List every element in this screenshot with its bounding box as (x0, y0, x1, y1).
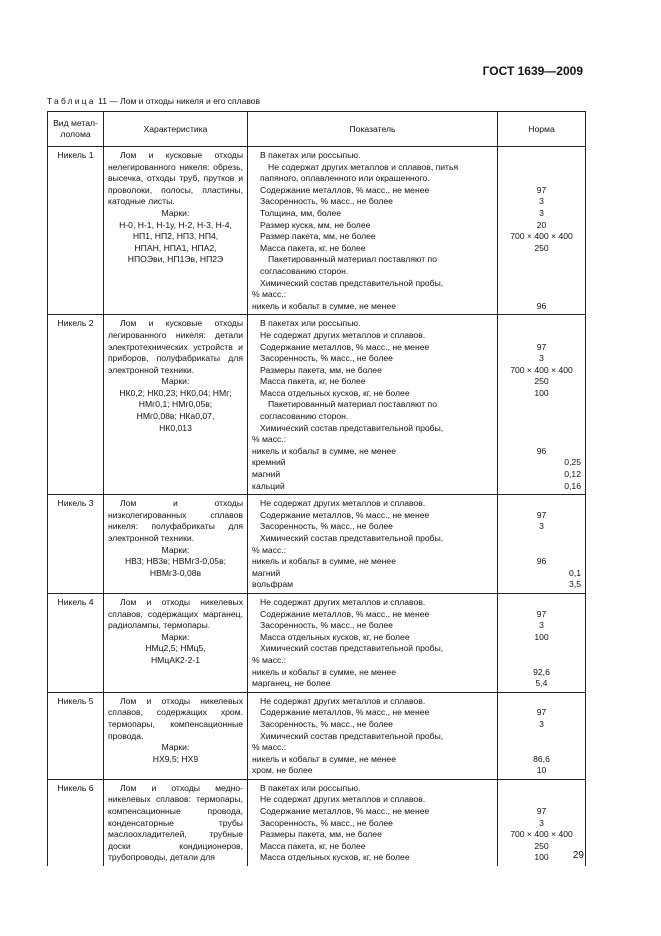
characteristic-cell (104, 315, 248, 495)
norm-value: 700 × 400 × 400 (510, 829, 573, 840)
norm-value: 3 (539, 196, 544, 207)
indicator-cell (248, 495, 498, 594)
grade-list: НП1, НП2, НП3, НП4, (132, 231, 219, 242)
norm-value: 0,1 (569, 567, 581, 578)
indicator-line: Содержание металлов, % масс., не менее (260, 806, 430, 817)
norm-value: 96 (536, 556, 547, 567)
indicator-line: Масса пакета, кг, не более (260, 840, 366, 851)
norm-value: 250 (534, 840, 549, 851)
grade-list: НК0,013 (159, 422, 192, 433)
indicator-line: Засоренность, % масс., не более (260, 817, 393, 828)
norm-value (498, 318, 585, 330)
scrap-kind: Никель 1 (48, 147, 104, 315)
indicator-line: Засоренность, % масс., не более (260, 718, 393, 729)
norm-value (498, 742, 585, 754)
indicator-line: Размеры пакета, мм, не более (260, 364, 382, 375)
indicator-line: Не содержат других металлов и сплавов. (260, 329, 426, 340)
scrap-kind: Никель 2 (48, 315, 104, 495)
table-row (48, 147, 586, 315)
grade-list: НК0,2; НК0,23; НК0,04; НМг; (119, 387, 232, 398)
header-kind: Вид метал-лолома (48, 112, 104, 147)
norm-value: 92,6 (533, 666, 550, 677)
norm-value: 250 (534, 376, 549, 387)
norm-value: 97 (536, 184, 547, 195)
indicator-line: В пакетах или россыпью. (260, 782, 361, 793)
norm-cell (498, 692, 586, 779)
indicator-line: Не содержат других металлов и сплавов. (260, 695, 426, 706)
indicator-line: вольфрам (252, 579, 294, 590)
norm-value (498, 278, 585, 290)
scrap-kind: Никель 5 (48, 692, 104, 779)
norm-value (498, 330, 585, 342)
scrap-kind: Никель 4 (48, 593, 104, 692)
marks-label: Марки: (161, 631, 190, 642)
indicator-line: Масса отдельных кусков, кг, не более (260, 387, 410, 398)
characteristic-text: Лом и отходы никелевых сплавов, содержащих марганец. радиолампы, термопары. (108, 596, 243, 631)
norm-value: 0,16 (564, 480, 581, 491)
grade-list: НВМг3-0,08в (149, 567, 202, 578)
indicator-line: Засоренность, % масс., не более (260, 196, 393, 207)
indicator-cell (248, 692, 498, 779)
norm-value (498, 289, 585, 301)
indicator-line: Содержание металлов, % масс., не менее (260, 341, 430, 352)
indicator-line: % масс.: (252, 742, 287, 753)
indicator-cell (248, 315, 498, 495)
characteristic-text: Лом и отходы медно-никелевых сплавов: термопары, компенсационные провода, конденсаторные трубы маслоохладителей, трубные доски кондиционеров, трубопроводы, детали для (108, 782, 243, 863)
norm-value (498, 434, 585, 446)
norm-cell (498, 593, 586, 692)
indicator-line: % масс.: (252, 289, 287, 300)
norm-value (498, 266, 585, 278)
indicator-line: % масс.: (252, 544, 287, 555)
norm-value: 100 (534, 387, 549, 398)
norm-value (498, 399, 585, 411)
indicator-line: Химический состав представительной пробы, (260, 277, 444, 288)
table-row (48, 692, 586, 779)
norm-value: 20 (536, 219, 547, 230)
norm-value: 250 (534, 242, 549, 253)
marks-label: Марки: (161, 376, 190, 387)
characteristic-cell (104, 692, 248, 779)
indicator-line: никель и кобальт в сумме, не менее (252, 753, 396, 764)
indicator-line: Химический состав представительной пробы, (260, 533, 444, 543)
table-row (48, 495, 586, 594)
norm-value (498, 545, 585, 557)
grade-list: Н-0, Н-1, Н-1у, Н-2, Н-3, Н-4, (119, 219, 232, 230)
indicator-line: Масса пакета, кг, не более (260, 376, 366, 387)
norm-value: 0,12 (564, 469, 581, 480)
characteristic-cell (104, 593, 248, 692)
norm-cell (498, 495, 586, 594)
table-caption (47, 96, 260, 106)
norm-value (498, 696, 585, 708)
table-caption-text: 11 — Лом и отходы никеля и его сплавов (98, 96, 261, 106)
characteristic-cell (104, 779, 248, 866)
grade-list: НМг0,1; НМг0,05в; (138, 399, 213, 410)
norm-value: 3,5 (569, 579, 581, 590)
indicator-line: Засоренность, % масс., не более (260, 620, 393, 631)
norm-value: 3 (539, 718, 544, 729)
scrap-table (47, 111, 586, 866)
norm-value: 97 (536, 806, 547, 817)
standard-number: ГОСТ 1639—2009 (482, 64, 583, 78)
indicator-line: Не содержат других металлов и сплавов. (260, 794, 426, 805)
indicator-line: Содержание металлов, % масс., не менее (260, 707, 430, 718)
indicator-line: кремний (252, 457, 286, 468)
indicator-line: Не содержат других металлов и сплавов. (260, 498, 426, 509)
norm-value (498, 794, 585, 806)
indicator-line: Размер куска, мм, не более (260, 219, 371, 230)
characteristic-text: Лом и кусковые отходы легированного никеля: детали электротехнических устройств и приборов, полуфабрикаты для электронной техники. (108, 318, 243, 375)
indicator-line: марганец, не более (252, 678, 331, 689)
norm-value: 86,6 (533, 753, 550, 764)
indicator-line: В пакетах или россыпью. (260, 150, 361, 160)
characteristic-cell (104, 495, 248, 594)
scrap-kind: Никель 3 (48, 495, 104, 594)
indicator-line: никель и кобальт в сумме, не менее (252, 666, 396, 677)
characteristic-text: Лом и отходы никелевых сплавов, содержащих хром. термопары, компенсационные провода. (108, 695, 243, 741)
indicator-line: Пакетированный материал поставляют по согласованию сторон. (260, 399, 437, 422)
indicator-line: Содержание металлов, % масс., не менее (260, 608, 430, 619)
indicator-line: Толщина, мм, более (260, 207, 342, 218)
norm-value (498, 173, 585, 185)
indicator-line: никель и кобальт в сумме, не менее (252, 556, 396, 567)
norm-value: 100 (534, 852, 549, 863)
characteristic-text: Лом и кусковые отходы нелегированного никеля: обрезь, высечка, отходы труб, прутков и проволоки, полосы, пластины, катодные листы. (108, 150, 243, 207)
grade-list: НПОЭви, НП1Эв, НП2Э (127, 254, 224, 265)
norm-value: 700 × 400 × 400 (510, 231, 573, 242)
norm-value: 0,25 (564, 457, 581, 468)
indicator-line: Масса отдельных кусков, кг, не более (260, 852, 410, 863)
grade-list: НВ3; НВ3в; НВМг3-0,05в; (124, 556, 227, 567)
indicator-line: Химический состав представительной пробы, (260, 730, 444, 741)
norm-value: 3 (539, 817, 544, 828)
norm-value: 3 (539, 620, 544, 631)
indicator-line: Химический состав представительной пробы, (260, 422, 444, 433)
table-body (48, 147, 586, 867)
header-norm: Норма (498, 112, 586, 147)
norm-value: 10 (536, 765, 547, 776)
indicator-line: магний (252, 567, 281, 578)
marks-label: Марки: (161, 742, 190, 753)
indicator-line: магний (252, 469, 281, 480)
grade-list: НМц2,5; НМц5, (145, 643, 206, 654)
norm-value (498, 731, 585, 743)
indicator-line: В пакетах или россыпью. (260, 318, 361, 329)
marks-label: Марки: (161, 207, 190, 218)
indicator-line: Засоренность, % масс., не более (260, 353, 393, 364)
norm-value: 97 (536, 608, 547, 619)
header-characteristic: Характеристика (104, 112, 248, 147)
indicator-line: Размеры пакета, мм, не более (260, 829, 382, 840)
indicator-line: Не содержат других металлов и сплавов, питья папяного, оплавленного или окрашенного. (260, 161, 459, 184)
characteristic-cell (104, 147, 248, 315)
indicator-line: % масс.: (252, 654, 287, 665)
scrap-kind: Никель 6 (48, 779, 104, 866)
norm-value (498, 150, 585, 162)
norm-value (498, 423, 585, 435)
norm-value (498, 655, 585, 667)
table-header-row (48, 112, 586, 147)
norm-value (498, 498, 585, 510)
norm-value: 5,4 (535, 678, 548, 689)
marks-label: Марки: (161, 544, 190, 555)
indicator-line: Не содержат других металлов и сплавов. (260, 596, 426, 607)
indicator-line: никель и кобальт в сумме, не менее (252, 300, 396, 311)
norm-value: 96 (536, 300, 547, 311)
table-row (48, 315, 586, 495)
norm-value: 97 (536, 341, 547, 352)
norm-value (498, 411, 585, 423)
indicator-line: Масса отдельных кусков, кг, не более (260, 631, 410, 642)
indicator-line: кальций (252, 480, 285, 491)
grade-list: НМг0,08в; НКа0,07, (136, 411, 215, 422)
norm-value: 100 (534, 631, 549, 642)
indicator-cell (248, 147, 498, 315)
table-caption-label: Таблица (47, 96, 96, 106)
indicator-line: % масс.: (252, 434, 287, 445)
norm-value (498, 643, 585, 655)
norm-value: 3 (539, 521, 544, 532)
indicator-line: Химический состав представительной пробы, (260, 643, 444, 654)
grade-list: НПАН, НПА1, НПА2, (134, 242, 217, 253)
norm-cell (498, 147, 586, 315)
norm-value: 700 × 400 × 400 (510, 364, 573, 375)
norm-value (498, 254, 585, 266)
indicator-cell (248, 779, 498, 866)
header-indicator: Показатель (248, 112, 498, 147)
norm-value (498, 597, 585, 609)
norm-value (498, 783, 585, 795)
norm-value: 3 (539, 207, 544, 218)
page-number: 29 (572, 850, 584, 861)
indicator-line: хром, не более (252, 765, 313, 776)
indicator-line: Размер пакета, мм, не более (260, 231, 376, 242)
table-row (48, 593, 586, 692)
norm-value: 96 (536, 445, 547, 456)
grade-list: НХ9,5; НХ9 (152, 753, 199, 764)
indicator-line: никель и кобальт в сумме, не менее (252, 445, 396, 456)
indicator-line: Содержание металлов, % масс., не менее (260, 184, 430, 195)
norm-value: 97 (536, 707, 547, 718)
norm-value (498, 533, 585, 545)
norm-cell (498, 315, 586, 495)
indicator-line: Засоренность, % масс., не более (260, 521, 393, 532)
indicator-line: Содержание металлов, % масс., не менее (260, 509, 430, 520)
grade-list: НМцАК2-2-1 (150, 654, 201, 665)
table-row (48, 779, 586, 866)
indicator-cell (248, 593, 498, 692)
indicator-line: Масса пакета, кг, не более (260, 242, 366, 253)
indicator-line: Пакетированный материал поставляют по согласованию сторон. (260, 254, 437, 276)
norm-value (498, 162, 585, 174)
characteristic-text: Лом и отходы низколегированных сплавов никеля: полуфабрикаты для электронной техники. (108, 498, 243, 543)
norm-value: 3 (539, 353, 544, 364)
norm-value: 97 (536, 509, 547, 520)
